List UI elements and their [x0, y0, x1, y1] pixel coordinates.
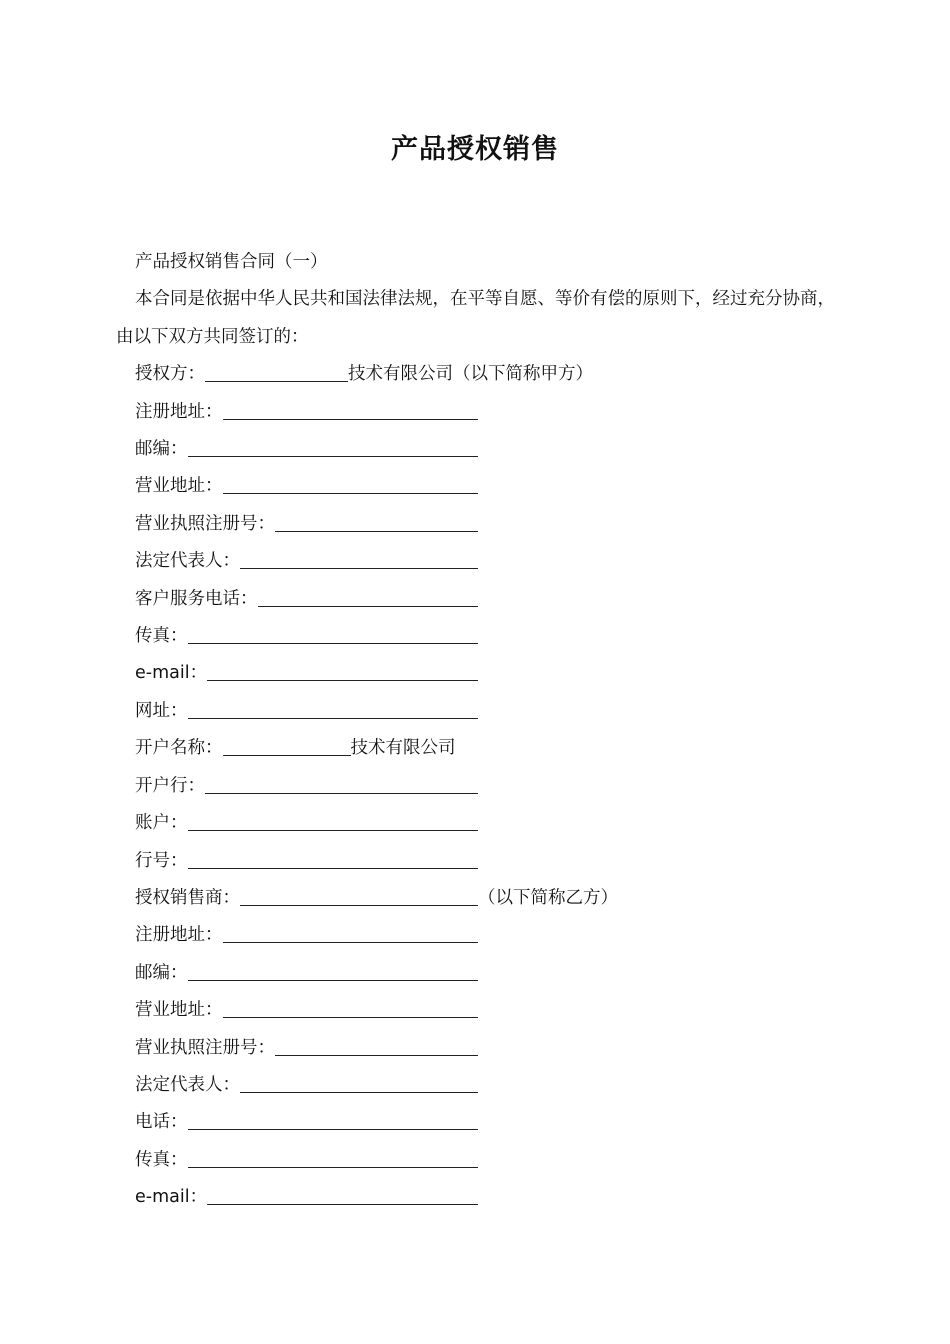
party-b-legal-representative: 法定代表人： [116, 1067, 836, 1104]
blank-line [275, 511, 478, 532]
blank-line [188, 960, 479, 981]
party-a-bank-code: 行号： [116, 843, 836, 880]
document-title: 产品授权销售 [391, 134, 559, 165]
blank-line [223, 399, 479, 420]
party-b-license-number: 营业执照注册号： [116, 1030, 836, 1067]
blank-line [188, 810, 479, 831]
blank-line [223, 473, 479, 494]
party-a-service-phone: 客户服务电话： [116, 581, 836, 618]
blank-line [207, 660, 478, 681]
blank-line [188, 623, 479, 644]
blank-line [188, 848, 479, 869]
blank-line [205, 773, 478, 794]
party-a-fax: 传真： [116, 618, 836, 655]
blank-line [188, 698, 479, 719]
party-a-license-number: 营业执照注册号： [116, 506, 836, 543]
party-b-email: e-mail： [116, 1179, 836, 1216]
party-a-account: 账户： [116, 805, 836, 842]
blank-line [223, 922, 479, 943]
blank-line [188, 1147, 479, 1168]
party-a-name-blank [205, 361, 348, 382]
blank-line [240, 548, 478, 569]
blank-line [188, 1109, 479, 1130]
party-b-phone: 电话： [116, 1104, 836, 1141]
party-a-suffix: 技术有限公司（以下简称甲方） [348, 364, 593, 385]
party-b-line [116, 880, 836, 917]
contract-body [116, 244, 836, 1217]
party-a-line [116, 356, 836, 393]
party-a-legal-representative: 法定代表人： [116, 543, 836, 580]
party-b-suffix: （以下简称乙方） [478, 887, 618, 908]
party-a-registered-address: 注册地址： [116, 394, 836, 431]
blank-line [240, 1072, 478, 1093]
blank-line [188, 436, 479, 457]
party-b-label: 授权销售商： [135, 887, 240, 908]
party-a-label: 授权方： [135, 364, 205, 385]
party-b-name-blank [240, 885, 478, 906]
party-a-account-name: 开户名称： 技术有限公司 [116, 730, 836, 767]
contract-intro: 本合同是依据中华人民共和国法律法规，在平等自愿、等价有偿的原则下，经过充分协商，由以下双方共同签订的： [116, 289, 835, 347]
party-a-website: 网址： [116, 693, 836, 730]
party-b-business-address: 营业地址： [116, 992, 836, 1029]
party-a-postcode: 邮编： [116, 431, 836, 468]
party-a-bank: 开户行： [116, 768, 836, 805]
party-b-postcode: 邮编： [116, 955, 836, 992]
party-b-registered-address: 注册地址： [116, 917, 836, 954]
party-b-fax: 传真： [116, 1142, 836, 1179]
party-a-email: e-mail： [116, 655, 836, 692]
blank-line [223, 735, 351, 756]
blank-line [223, 997, 479, 1018]
party-a-business-address: 营业地址： [116, 468, 836, 505]
blank-line [258, 586, 479, 607]
contract-subtitle: 产品授权销售合同（一） [135, 252, 328, 272]
blank-line [275, 1035, 478, 1056]
blank-line [207, 1184, 478, 1205]
